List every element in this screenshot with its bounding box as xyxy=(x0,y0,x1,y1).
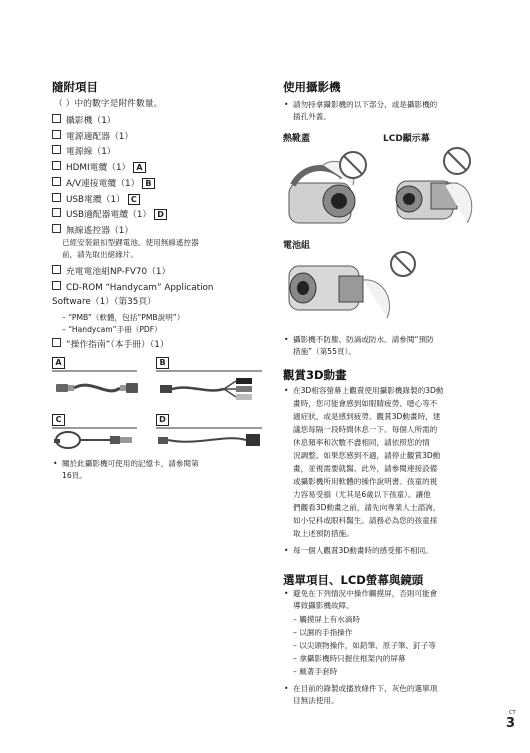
p3d-line: 如小兒科或眼科醫生。請務必為您的孩童採 xyxy=(293,516,438,525)
list-item: USB適配器電纜（1） D xyxy=(52,208,167,221)
dash-item: – 以尖頭物操作，如鉛筆、原子筆、釘子等 xyxy=(293,641,436,650)
checkbox-icon xyxy=(52,161,61,170)
checkbox-icon xyxy=(52,338,61,347)
checkbox-icon xyxy=(52,224,61,233)
checkbox-icon xyxy=(52,265,61,274)
checkbox-icon xyxy=(52,145,61,154)
p3d-line: 適症狀，或是感到疲勞。觀賞3D動畫時，建 xyxy=(293,412,441,421)
section-title-accessories: 隨附項目 xyxy=(52,80,98,94)
menu-text: 導致攝影機故障。 xyxy=(293,601,354,610)
water-note: 措施”（第55頁）。 xyxy=(293,347,356,356)
checkbox-icon xyxy=(52,193,61,202)
hdmi-cable-illustration xyxy=(52,374,142,404)
dash-item: – 戴著手套時 xyxy=(293,667,338,676)
list-item: 電源線（1） xyxy=(52,145,116,158)
label-battery: 電池組 xyxy=(283,241,311,251)
p3d-line: 取上述預防措施。 xyxy=(293,529,354,538)
memory-card-note: • 關於此攝影機可使用的記憶卡，請參閱第 xyxy=(62,458,199,469)
p3d-line: 力容易受損（尤其是6歲以下孩童）。讓他 xyxy=(293,490,431,499)
p3d-note: • 每一個人觀賞3D動畫時的感受都不相同。 xyxy=(293,545,433,556)
page-code: CT xyxy=(509,710,516,716)
figure-label-d: D xyxy=(156,414,169,426)
list-item: HDMI電纜（1） A xyxy=(52,161,146,174)
list-item: 攝影機（1） xyxy=(52,114,116,127)
label-d-tag: D xyxy=(154,209,167,220)
p3d-line: 況調整。如果您感到不適，請停止觀賞3D動 xyxy=(293,451,441,460)
memory-card-note: 16頁。 xyxy=(62,471,87,480)
use-text: • 請勿持拿攝影機的以下部分，或是攝影機的 xyxy=(293,99,437,110)
remote-note: 已經安裝鈕扣型鋰電池。使用無線遙控器 xyxy=(62,238,199,247)
sub-item: – “Handycam”手冊（PDF） xyxy=(62,325,162,334)
checkbox-icon xyxy=(52,114,61,123)
label-lcd: LCD顯示幕 xyxy=(383,134,430,144)
av-cable-illustration xyxy=(156,374,266,404)
label-hot-shoe: 熱靴蓋 xyxy=(283,134,311,144)
grey-note: • 在目前的錄製或播放條件下，灰色的選單項 xyxy=(293,683,437,694)
label-a-tag: A xyxy=(133,162,145,173)
p3d-line: 畫時，您可能會感到如眼睛疲勞、噁心等不 xyxy=(293,399,438,408)
checkbox-icon xyxy=(52,281,61,290)
grey-note: 目無法使用。 xyxy=(293,696,339,705)
water-note: • 攝影機不防塵、防滴或防水。請參閱“預防 xyxy=(293,334,434,345)
page-number: 3 xyxy=(506,716,516,731)
menu-text: • 避免在下列情況中操作觸摸屏，否則可能會 xyxy=(293,588,437,599)
list-item-cont: Software（1）（第35頁） xyxy=(52,297,156,307)
section-title-menu: 選單項目、LCD螢幕與鏡頭 xyxy=(283,573,424,587)
list-item: “操作指南”（本手冊）（1） xyxy=(52,338,169,351)
list-item: 電源適配器（1） xyxy=(52,130,133,143)
list-item: CD-ROM “Handycam” Application xyxy=(52,281,213,294)
p3d-line: 畫，並視需要就醫。此外，請參閱連接設備 xyxy=(293,464,438,473)
usb-cable-illustration xyxy=(52,430,142,452)
usb-adapter-cable-illustration xyxy=(156,430,266,452)
dash-item: – 以濕的手指操作 xyxy=(293,628,353,637)
remote-note: 前，請先取出絕緣片。 xyxy=(62,250,138,259)
checkbox-icon xyxy=(52,130,61,139)
p3d-line: 或攝影機所用軟體的操作說明書。孩童的視 xyxy=(293,477,438,486)
figure-label-b: B xyxy=(156,357,169,369)
list-item: USB電纜（1） C xyxy=(52,193,140,206)
list-item: 無線遙控器（1） xyxy=(52,224,133,237)
camera-lcd-illustration xyxy=(387,145,483,235)
camera-hot-shoe-illustration xyxy=(283,145,379,235)
list-item: A/V連接電纜（1） B xyxy=(52,177,155,190)
label-c-tag: C xyxy=(128,194,140,205)
use-text: 插孔外蓋。 xyxy=(293,112,331,121)
divider xyxy=(52,370,262,373)
p3d-line: 休息頻率和次數不盡相同，請依照您的情 xyxy=(293,438,430,447)
list-item: 充電電池組NP-FV70（1） xyxy=(52,265,170,278)
camera-battery-illustration xyxy=(283,250,423,326)
label-b-tag: B xyxy=(142,178,154,189)
section-title-3d: 觀賞3D動畫 xyxy=(283,368,347,382)
sub-item: – “PMB”（軟體，包括“PMB說明”） xyxy=(62,313,185,322)
checkbox-icon xyxy=(52,177,61,186)
dash-item: – 拿攝影機時只握住框架內的屏幕 xyxy=(293,654,406,663)
figure-label-c: C xyxy=(52,414,65,426)
section-title-use: 使用攝影機 xyxy=(283,80,341,94)
checkbox-icon xyxy=(52,208,61,217)
p3d-line: • 在3D相容螢幕上觀賞使用攝影機錄製的3D動 xyxy=(293,385,443,396)
p3d-line: 們觀看3D動畫之前，請先向專業人士諮詢， xyxy=(293,503,441,512)
intro-text: （ ）中的數字是附件數量。 xyxy=(54,99,163,109)
p3d-line: 議您每隔一段時間休息一下。每個人所需的 xyxy=(293,425,438,434)
figure-label-a: A xyxy=(52,357,65,369)
dash-item: – 觸摸屏上有水滴時 xyxy=(293,615,360,624)
